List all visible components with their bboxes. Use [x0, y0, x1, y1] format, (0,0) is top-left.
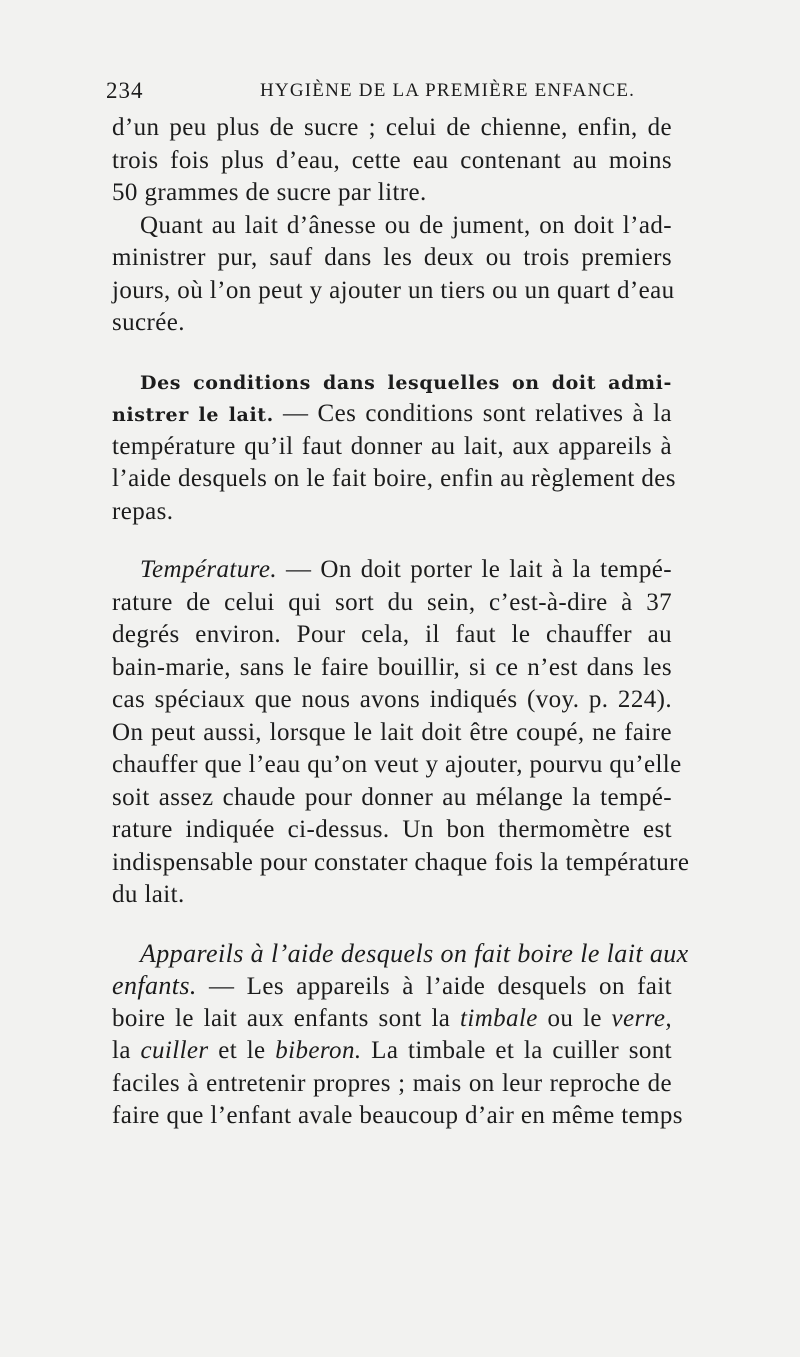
text-line	[112, 554, 672, 587]
text-line: 50 grammes de sucre par litre.	[112, 179, 427, 206]
text-line: degrés environ. Pour cela, il faut le chauffer au	[112, 621, 672, 648]
section-text: — Les appareils à l’aide desquels on fait	[196, 973, 672, 1000]
section-text: La timbale et la cuiller sont	[361, 1037, 672, 1064]
text-line: du lait.	[112, 881, 185, 908]
text-line: bain-marie, sans le faire bouillir, si ce n’est dans les	[112, 653, 672, 681]
text-line: trois fois plus d’eau, cette eau contenant au moins	[112, 146, 672, 174]
text-line: rature indiquée ci-dessus. Un bon thermomètre est	[112, 816, 672, 843]
section-gap	[112, 528, 672, 554]
section-text: ou le	[537, 1004, 612, 1032]
section-heading: Des conditions dans lesquelles on doit admi-	[140, 371, 672, 394]
text-line: jours, où l’on peut y ajouter un tiers ou un quart d’eau	[112, 276, 675, 304]
text-line	[112, 1035, 672, 1068]
text-line: température qu’il faut donner au lait, aux appareils à	[112, 432, 672, 460]
text-line: Quant au lait d’ânesse ou de jument, on doit l’ad-	[140, 211, 672, 239]
section-text: — On doit porter le lait à la tempé-	[276, 556, 672, 583]
text-line: l’aide desquels on le fait boire, enfin au règlement des	[112, 465, 676, 492]
text-line: On peut aussi, lorsque le lait doit être coupé, ne faire	[112, 718, 672, 746]
text-line: d’un peu plus de sucre ; celui de chienne, enfin, de	[112, 114, 672, 141]
emphasis-term: verre,	[611, 1004, 672, 1032]
text-line: faire que l’enfant avale beaucoup d’air en même temps	[112, 1102, 683, 1129]
running-title: HYGIÈNE DE LA PREMIÈRE ENFANCE.	[260, 80, 636, 101]
text-line	[112, 970, 672, 1003]
emphasis-term: cuiller	[140, 1037, 209, 1064]
section-text: boire le lait aux enfants sont la	[112, 1004, 460, 1032]
text-line: cas spéciaux que nous avons indiqués (voy. p. 224).	[112, 686, 672, 713]
section-gap	[112, 340, 672, 366]
section-heading: Appareils à l’aide desquels on fait boire le lait aux	[140, 938, 689, 968]
section-appareils	[112, 938, 689, 1133]
paragraph	[112, 210, 675, 340]
emphasis-term: timbale	[460, 1004, 538, 1032]
emphasis-term: biberon.	[275, 1037, 362, 1064]
section-temperature	[112, 554, 690, 912]
section-text: — Ces conditions sont relatives à la	[273, 400, 672, 427]
text-line: ministrer pur, sauf dans les deux ou trois premiers	[112, 244, 672, 271]
section-heading: Température.	[140, 556, 277, 583]
page-number: 234	[106, 78, 144, 103]
section-gap	[112, 912, 672, 938]
section-text: la	[112, 1037, 141, 1064]
section-heading-continued: enfants.	[112, 971, 197, 1000]
text-line: rature de celui qui sort du sein, c’est-à-dire à 37	[112, 588, 672, 616]
text-line: indispensable pour constater chaque fois la température	[112, 848, 690, 876]
text-line	[112, 366, 672, 399]
text-line: sucrée.	[112, 309, 185, 336]
section-conditions	[112, 366, 676, 529]
text-line	[112, 1003, 672, 1036]
text-line: repas.	[112, 497, 174, 525]
text-line: soit assez chaude pour donner au mélange la tempé-	[112, 783, 672, 811]
running-head	[106, 78, 672, 112]
paragraph	[112, 112, 672, 210]
text-line: faciles à entretenir propres ; mais on leur reproche de	[112, 1069, 672, 1097]
book-page	[106, 78, 690, 1133]
section-text: et le	[208, 1037, 276, 1064]
text-line: chauffer que l’eau qu’on veut y ajouter, pourvu qu’elle	[112, 751, 682, 778]
text-line	[112, 938, 689, 971]
text-line	[112, 398, 672, 431]
section-heading-continued: nistrer le lait.	[112, 404, 274, 426]
